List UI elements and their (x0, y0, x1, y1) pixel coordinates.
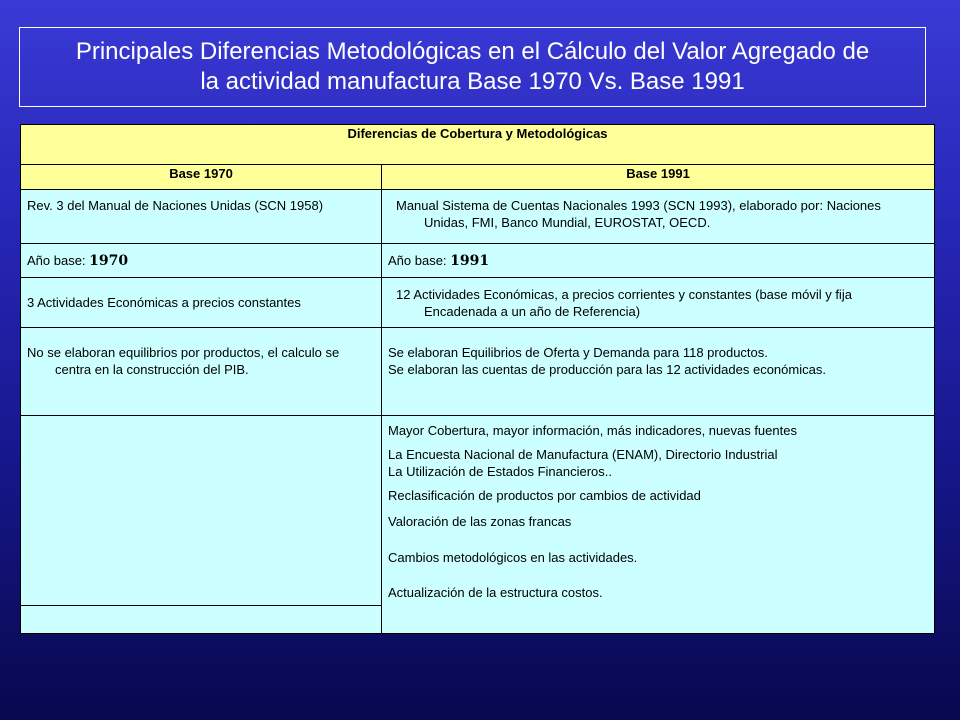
slide-title (19, 27, 926, 107)
list-item: La Utilización de Estados Financieros.. (388, 464, 613, 479)
title-line-2: la actividad manufactura Base 1970 Vs. Base 1991 (200, 68, 745, 95)
section-header: Diferencias de Cobertura y Metodológicas (21, 125, 935, 165)
base-year-label: Año base: (388, 252, 451, 268)
table-row (21, 328, 935, 416)
list-item: Reclasificación de productos por cambios de actividad (388, 488, 701, 503)
table-row (21, 190, 935, 244)
base-year-value-1991: 1991 (450, 252, 490, 269)
cell-empty-left (21, 416, 382, 606)
column-header-base-1970: Base 1970 (21, 165, 382, 190)
cell-base-year-1991 (382, 244, 935, 278)
table-section-header-row (21, 125, 935, 165)
base-year-value-1970: 1970 (89, 252, 129, 269)
column-header-row (21, 165, 935, 190)
cell-activities-1970: 3 Actividades Económicas a precios constantes (27, 295, 301, 310)
cell-equilibria-1970: No se elaboran equilibrios por productos, el calculo se centra en la construcción del PIB. (27, 345, 340, 377)
list-item: Cambios metodológicos en las actividades. (388, 550, 638, 565)
title-line-1: Principales Diferencias Metodológicas en el Cálculo del Valor Agregado de (75, 38, 870, 65)
cell-equilibria-1991-accounts: Se elaboran las cuentas de producción para las 12 actividades económicas. (388, 362, 826, 377)
column-header-base-1991: Base 1991 (382, 165, 935, 190)
base-year-label: Año base: (27, 252, 90, 268)
cell-manual-1991: Manual Sistema de Cuentas Nacionales 1993 (SCN 1993), elaborado por: Naciones Unidas, FMI, Banco Mundial, EUROSTAT, OECD. (396, 198, 881, 230)
cell-activities-1991: 12 Actividades Económicas, a precios corrientes y constantes (base móvil y fija Encadenada a un año de Referencia) (396, 286, 852, 319)
list-item: Actualización de la estructura costos. (388, 585, 603, 600)
cell-equilibria-1991-products: Se elaboran Equilibrios de Oferta y Demanda para 118 productos. (388, 345, 768, 360)
table-row (21, 244, 935, 278)
cell-base-year-1970 (21, 244, 382, 278)
cell-empty-left (21, 606, 382, 634)
table-row (21, 416, 935, 606)
cell-improvements-list (382, 416, 935, 634)
list-item: La Encuesta Nacional de Manufactura (ENAM), Directorio Industrial (388, 447, 778, 462)
cell-manual-1970: Rev. 3 del Manual de Naciones Unidas (SCN 1958) (27, 198, 324, 213)
list-item: Mayor Cobertura, mayor información, más indicadores, nuevas fuentes (388, 423, 797, 438)
list-item: Valoración de las zonas francas (388, 514, 572, 529)
table-row (21, 278, 935, 328)
comparison-table (20, 124, 935, 634)
